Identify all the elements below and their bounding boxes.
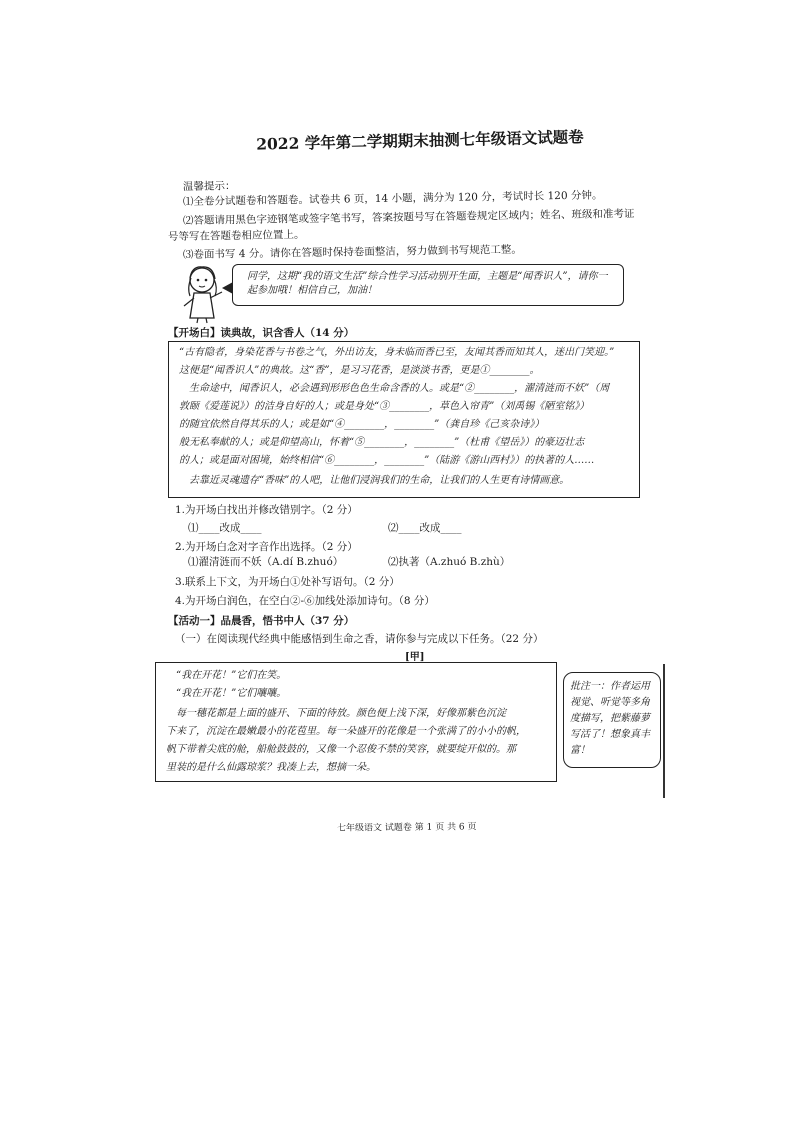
tips-heading: 温馨提示： [182,180,236,193]
reading-line: 里装的是什么仙露琼浆？我凑上去，想摘一朵。 [166,762,376,773]
page-edge-line [663,664,665,798]
speech-bubble [232,264,624,306]
page-title: 2022 学年第二学期期末抽测七年级语文试题卷 [256,127,584,154]
question-1: 1.为开场白找出并修改错别字。（2 分） [175,504,358,516]
passage-line: 这便是“闻香识人”的典故。这“香”，是习习花香，是淡淡书香，更是①________。 [179,365,540,376]
reading-line: 每一穗花都是上面的盛开、下面的待放。颜色便上浅下深，好像那紫色沉淀 [176,708,506,719]
reading-line: 帆下带着尖底的舱，船舱鼓鼓的，又像一个忍俊不禁的笑容，就要绽开似的。那 [166,744,516,755]
passage-line: 生命途中，闻香识人，必会遇到形形色色生命含香的人。或是“②________，濯清涟而不妖”（周 [189,383,610,394]
section2-intro: （一）在阅读现代经典中能感悟到生命之香，请你参与完成以下任务。（22 分） [175,633,544,645]
tip-line-1: ⑴全卷分试题卷和答题卷。试卷共 6 页，14 小题，满分为 120 分，考试时长 120 分钟。 [182,189,603,208]
question-4: 4.为开场白润色，在空白②-⑥加线处添加诗句。（8 分） [175,595,435,607]
annotation-text: 批注一：作者运用视觉、听觉等多角度描写，把紫藤萝写活了！想象真丰富！ [570,681,650,756]
passage-line: 去靠近灵魂遗存“香味”的人吧，让他们浸润我们的生命，让我们的人生更有诗情画意。 [189,475,570,486]
reading-line: “我在开花！”它们嚷嚷。 [176,688,287,699]
reading-line: 下来了，沉淀在最嫩最小的花苞里。每一朵盛开的花像是一个张满了的小小的帆， [166,726,526,737]
question-2-part-2: ⑵执著（A.zhuó B.zhù） [388,556,511,568]
question-1-part-1: ⑴____改成____ [188,522,262,534]
opening-passage-box [168,341,640,498]
annotation-note [563,672,661,768]
tip-line-2: ⑵答题请用黑色字迹钢笔或签字笔书写，答案按题号写在答题卷规定区域内；姓名、班级和准考证 [182,207,635,227]
question-2: 2.为开场白念对字音作出选择。（2 分） [175,541,358,553]
passage-line: 敦颐《爱莲说》）的洁身自好的人；或是身处“③________，草色入帘青”（刘禹锡《陋室铭》） [179,401,590,412]
section2-heading: 【活动一】品晨香，悟书中人（37 分） [168,615,355,627]
reading-line: “我在开花！”它们在笑。 [176,670,287,681]
tip-line-3: 号等写在答题卷相应位置上。 [167,228,305,243]
speech-bubble-text: 同学，这期“我的语文生活”综合性学习活动别开生面，主题是“闻香识人”，请你一起参加哦！相信自己，加油！ [247,271,608,296]
question-1-part-2: ⑵____改成____ [388,522,462,534]
page-footer: 七年级语文 试题卷 第 1 页 共 6 页 [336,822,477,834]
passage-line: “古有隐者，身染花香与书卷之气，外出访友，身未临而香已至，友闻其香而知其人，迷出门笑迎。” [179,347,615,358]
passage-line: 的随宜依然自得其乐的人；或是如“④________，________”（龚自珍《己亥杂诗》） [179,419,545,430]
question-3: 3.联系上下文，为开场白①处补写语句。（2 分） [175,576,400,588]
reading-passage-box [155,662,557,782]
section1-heading: 【开场白】读典故，识含香人（14 分） [168,327,355,339]
passage-line: 的人；或是面对困境，始终相信“⑥________，________”（陆游《游山西村》）的执著的人…… [179,455,595,466]
tip-line-4: ⑶卷面书写 4 分。请你在答题时保持卷面整洁，努力做到书写规范工整。 [182,243,522,261]
passage-label: [甲] [405,652,425,663]
question-2-part-1: ⑴濯清涟而不妖（A.dí B.zhuó） [188,556,344,568]
passage-line: 般无私奉献的人；或是仰望高山，怀着“⑤________，________”（杜甫《望岳》）的豪迈壮志 [179,437,585,448]
